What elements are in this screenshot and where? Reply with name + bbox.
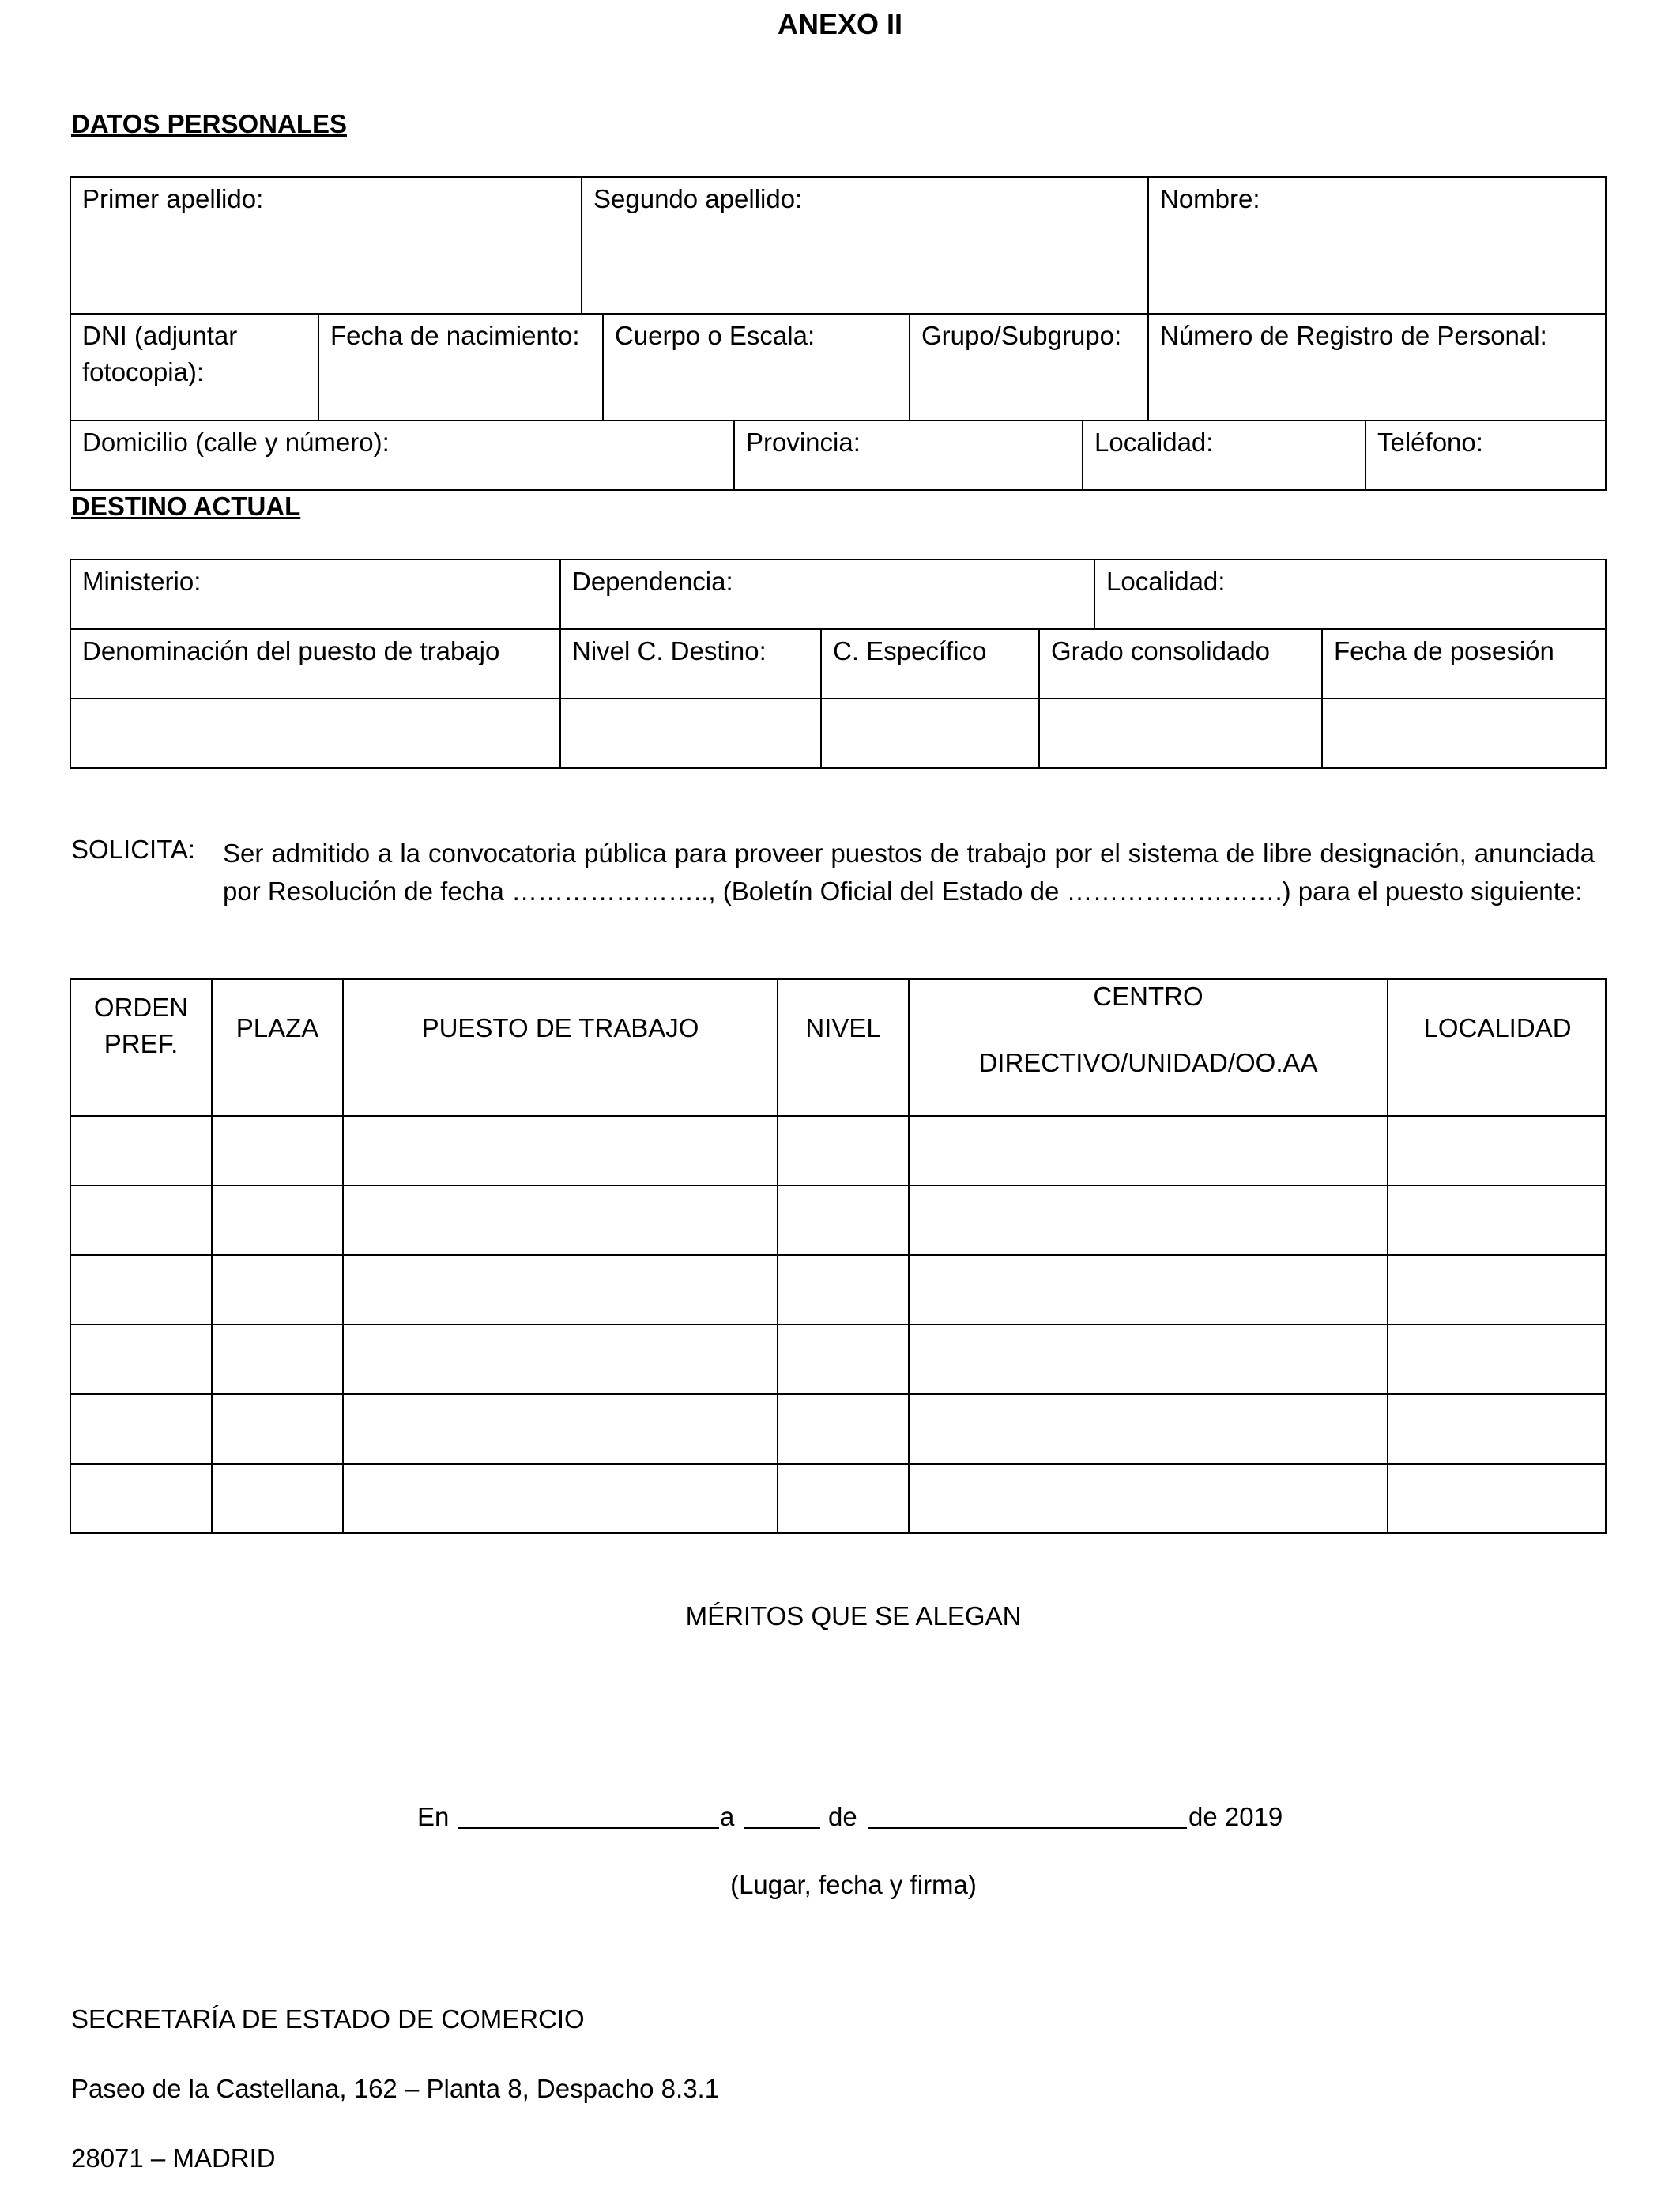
- table-row[interactable]: [71, 1117, 1605, 1185]
- mes-blank[interactable]: [868, 1827, 1187, 1829]
- table-row[interactable]: [71, 1395, 1605, 1463]
- lugar-blank[interactable]: [458, 1827, 719, 1829]
- section-heading-datos-personales: DATOS PERSONALES: [71, 109, 347, 138]
- dia-blank[interactable]: [744, 1827, 820, 1829]
- table-row[interactable]: [71, 1465, 1605, 1532]
- field-nombre[interactable]: Nombre:: [1160, 184, 1260, 213]
- header-plaza: PLAZA: [235, 1013, 319, 1042]
- footer-organismo: SECRETARÍA DE ESTADO DE COMERCIO: [71, 2004, 585, 2034]
- field-cuerpo-escala[interactable]: Cuerpo o Escala:: [615, 321, 816, 350]
- header-localidad: LOCALIDAD: [1423, 1013, 1572, 1042]
- section-heading-destino-actual: DESTINO ACTUAL: [71, 492, 301, 521]
- page-title: ANEXO II: [777, 8, 903, 40]
- table-row[interactable]: [71, 1256, 1605, 1324]
- fecha-year: de 2019: [1188, 1802, 1283, 1831]
- field-dependencia[interactable]: Dependencia:: [572, 567, 733, 596]
- header-puesto-trabajo: PUESTO DE TRABAJO: [421, 1013, 699, 1042]
- input-c-especifico[interactable]: [822, 699, 1038, 767]
- header-nivel: NIVEL: [805, 1013, 881, 1042]
- solicita-text: Ser admitido a la convocatoria pública para proveer puestos de trabajo por el sistema de libre designación, anunciada por Resolución de fecha ………………….., (Boletín Oficial del Estado de …………………….) para el puesto siguiente:: [223, 839, 1595, 906]
- input-fecha-posesion[interactable]: [1323, 699, 1606, 767]
- input-nivel-destino[interactable]: [561, 699, 820, 767]
- header-nivel-destino: Nivel C. Destino:: [572, 636, 767, 665]
- header-directivo-unidad: DIRECTIVO/UNIDAD/OO.AA: [978, 1048, 1318, 1077]
- header-denominacion-puesto: Denominación del puesto de trabajo: [82, 636, 500, 665]
- field-fecha-nacimiento[interactable]: Fecha de nacimiento:: [330, 321, 580, 350]
- field-provincia[interactable]: Provincia:: [746, 428, 861, 457]
- field-segundo-apellido[interactable]: Segundo apellido:: [593, 184, 803, 213]
- table-row[interactable]: [71, 1186, 1605, 1254]
- header-orden-pref: ORDEN PREF.: [93, 993, 189, 1058]
- field-domicilio[interactable]: Domicilio (calle y número):: [82, 428, 390, 457]
- solicita-label: SOLICITA:: [71, 835, 196, 864]
- fecha-de-label: de: [828, 1802, 857, 1831]
- field-ministerio[interactable]: Ministerio:: [82, 567, 202, 596]
- header-centro: CENTRO: [1093, 982, 1203, 1011]
- fecha-en-label: En: [417, 1802, 450, 1831]
- header-grado-consolidado: Grado consolidado: [1051, 636, 1271, 665]
- footer-codigo-postal: 28071 – MADRID: [71, 2143, 276, 2173]
- header-fecha-posesion: Fecha de posesión: [1334, 636, 1554, 665]
- header-c-especifico: C. Específico: [833, 636, 987, 665]
- fecha-a-label: a: [720, 1802, 735, 1831]
- field-telefono[interactable]: Teléfono:: [1377, 428, 1483, 457]
- table-row[interactable]: [71, 1325, 1605, 1393]
- meritos-heading: MÉRITOS QUE SE ALEGAN: [685, 1601, 1022, 1630]
- input-grado-consolidado[interactable]: [1040, 699, 1321, 767]
- input-denominacion-puesto[interactable]: [71, 699, 559, 767]
- field-localidad-destino[interactable]: Localidad:: [1106, 567, 1226, 596]
- field-dni[interactable]: DNI (adjuntar fotocopia):: [82, 321, 238, 386]
- field-primer-apellido[interactable]: Primer apellido:: [82, 184, 264, 213]
- firma-caption: (Lugar, fecha y firma): [730, 1870, 977, 1899]
- field-grupo-subgrupo[interactable]: Grupo/Subgrupo:: [921, 321, 1122, 350]
- footer-direccion: Paseo de la Castellana, 162 – Planta 8, Despacho 8.3.1: [71, 2074, 720, 2103]
- field-registro-personal[interactable]: Número de Registro de Personal:: [1160, 321, 1547, 350]
- field-localidad[interactable]: Localidad:: [1094, 428, 1214, 457]
